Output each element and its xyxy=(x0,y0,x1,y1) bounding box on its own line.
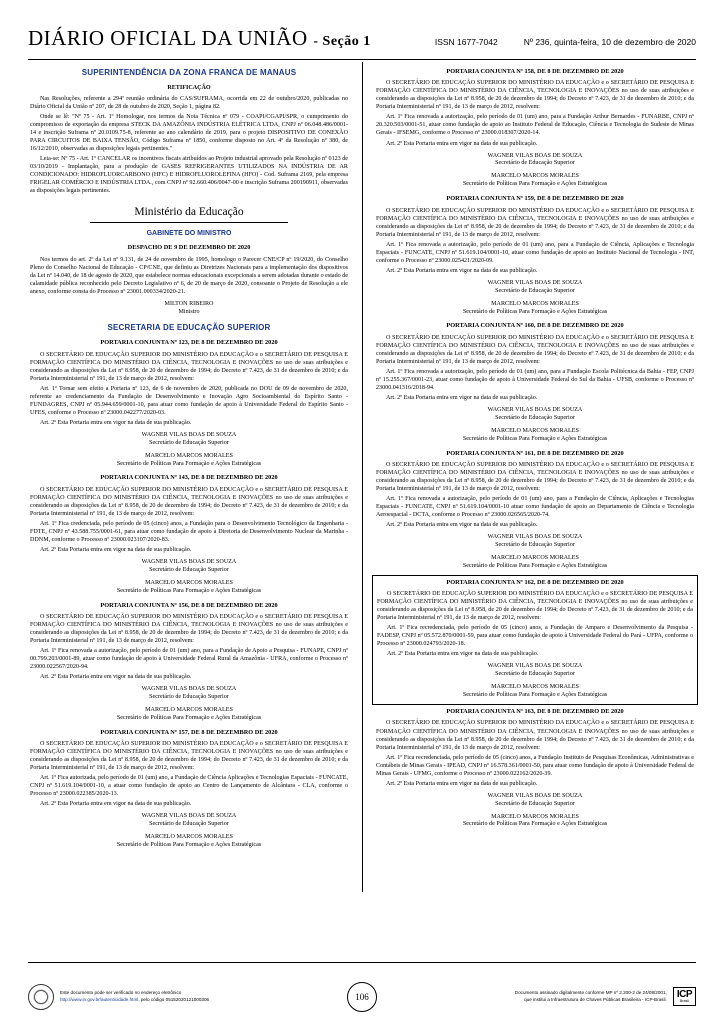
portaria-art2: Art. 2º Esta Portaria entra em vigor na data de sua publicação. xyxy=(40,419,192,426)
portaria-title: PORTARIA CONJUNTA Nº 162, DE 8 DE DEZEMBRO DE 2020 xyxy=(446,578,624,586)
portaria-title: PORTARIA CONJUNTA Nº 161, DE 8 DE DEZEMBRO DE 2020 xyxy=(446,449,624,457)
portaria-signer1-role: Secretário de Educação Superior xyxy=(495,160,575,167)
column-divider xyxy=(362,62,363,892)
portaria-preamble: O SECRETÁRIO DE EDUCAÇÃO SUPERIOR DO MINISTÉRIO DA EDUCAÇÃO e o SECRETÁRIO DE PESQUISA E FORMAÇÃO CIENTÍFICA DO MINISTÉRIO DA CIÊNCIA, TECNOLOGIA E INOVAÇÕES no uso de suas atribuições e considerando as disposições da Lei nº 8.958, de 20 de dezembro de 1994; do Decreto nº 7.423, de 31 de dezembro de 2010; e da Portaria Interministerial nº 191, de 13 de março de 2012, resolvem: xyxy=(377,591,693,622)
portaria-signer1-role: Secretário de Educação Superior xyxy=(495,287,575,294)
portaria-title: PORTARIA CONJUNTA Nº 156, DE 8 DE DEZEMBRO DE 2020 xyxy=(100,601,278,609)
portaria-art1: Art. 1º Fica renovada a autorização, pelo período de 01 (um) ano, para a Fundação de Ciência, Aplicações e Tecnologia Espaciais - FUNCATE, CNPJ nº 51.619.104/0001-10, atuar como fundação de apoio ao Instituto Nacional de Tecnologia - INT, conforme o Processo nº 23000.025421/2020-09. xyxy=(376,241,694,264)
portaria-art2: Art. 2º Esta Portaria entra em vigor na data de sua publicação. xyxy=(386,267,538,274)
portaria-preamble: O SECRETÁRIO DE EDUCAÇÃO SUPERIOR DO MINISTÉRIO DA EDUCAÇÃO e o SECRETÁRIO DE PESQUISA E FORMAÇÃO CIENTÍFICA DO MINISTÉRIO DA CIÊNCIA, TECNOLOGIA E INOVAÇÕES no uso de suas atribuições e considerando as disposições da Lei nº 8.958, de 20 de dezembro de 1994; do Decreto nº 7.423, de 31 de dezembro de 2010; e da Portaria Interministerial nº 191, de 13 de março de 2012, resolvem: xyxy=(376,720,694,751)
portaria-signer2-role: Secretário de Políticas Para Formação e Ações Estratégicas xyxy=(116,587,262,594)
page-number: 106 xyxy=(347,982,377,1012)
section-heading-suframa: SUPERINTENDÊNCIA DA ZONA FRANCA DE MANAUS xyxy=(81,68,297,77)
portaria-art2: Art. 2º Esta Portaria entra em vigor na data de sua publicação. xyxy=(386,522,538,529)
ministry-rule xyxy=(90,222,287,223)
portaria-item xyxy=(30,339,348,468)
portaria-item xyxy=(376,322,694,443)
portaria-signer1-name: WAGNER VILAS BOAS DE SOUZA xyxy=(487,663,583,670)
icp-logo-top: ICP xyxy=(676,989,692,1001)
signature-line2: que institui a Infraestrutura de Chaves Públicas Brasileira - ICP-Brasil. xyxy=(524,996,667,1002)
portaria-signer1-role: Secretário de Educação Superior xyxy=(495,542,575,549)
portaria-art2: Art. 2º Esta Portaria entra em vigor na data de sua publicação. xyxy=(40,546,192,553)
portaria-signer1-name: WAGNER VILAS BOAS DE SOUZA xyxy=(487,534,583,541)
portaria-signer1-role: Secretário de Educação Superior xyxy=(495,671,575,678)
portaria-art1: Art. 1º Fica renovada a autorização, pelo período de 01 (um) ano, para a Fundação Arthur Bernardes - FUNARBE, CNPJ nº 20.320.503/0001-51, atuar como fundação de apoio ao Instituto Federal de Educação, Ciência e Tecnologia do Sudeste de Minas Gerais - IFSEMG, conforme o Processo nº 23000.018307/2020-14. xyxy=(376,114,694,137)
portaria-art2: Art. 2º Esta Portaria entra em vigor na data de sua publicação. xyxy=(386,780,538,787)
portaria-art2: Art. 2º Esta Portaria entra em vigor na data de sua publicação. xyxy=(386,140,538,147)
left-column xyxy=(0,62,362,962)
retificacao-leia-se: Leia-se: Nº 75 - Art. 1º CANCELAR os incentivos fiscais atribuídos ao Projeto industrial aprovado pela Resolução nº 0123 de 03/10/2019 - Implantação, para a produção de GASES REFRIGERANTES UTILIZADOS NA INDÚSTRIA DE AR CONDICIONADO: HIDROFLUORCARBONO (HFC) E HIDROFLUOROLEFINA (HFO) - Cod. Suframa 2169, pela empresa FRIGELAR COMÉRCIO E INDÚSTRIA LTDA., com CNPJ nº 92.660.406/0047-00 e inscrição Suframa 200190911, observadas as disposições legais pertinentes. xyxy=(30,155,348,194)
portaria-preamble: O SECRETÁRIO DE EDUCAÇÃO SUPERIOR DO MINISTÉRIO DA EDUCAÇÃO e o SECRETÁRIO DE PESQUISA E FORMAÇÃO CIENTÍFICA DO MINISTÉRIO DA CIÊNCIA, TECNOLOGIA E INOVAÇÕES no uso de suas atribuições e considerando as disposições da Lei nº 8.958, de 20 de dezembro de 1994; do Decreto nº 7.423, de 31 de dezembro de 2010; e da Portaria Interministerial nº 191, de 13 de março de 2012, resolvem: xyxy=(376,80,694,111)
page-footer xyxy=(28,962,696,1024)
portaria-signer2-role: Secretário de Políticas Para Formação e Ações Estratégicas xyxy=(462,563,608,570)
verification-link[interactable]: http://www.in.gov.br/autenticidade.html xyxy=(60,996,139,1002)
digital-signature-text xyxy=(515,990,667,1004)
publication-section: - Seção 1 xyxy=(313,34,371,49)
portaria-signer2-name: MARCELO MARCOS MORALES xyxy=(491,427,579,434)
highlighted-portaria-162 xyxy=(372,575,698,705)
portaria-art2: Art. 2º Esta Portaria entra em vigor na data de sua publicação. xyxy=(40,801,192,808)
portaria-signer2-role: Secretário de Políticas Para Formação e Ações Estratégicas xyxy=(462,308,608,315)
issn: ISSN 1677-7042 xyxy=(434,37,498,47)
portaria-signer2-name: MARCELO MARCOS MORALES xyxy=(145,452,233,459)
portaria-signer1-name: WAGNER VILAS BOAS DE SOUZA xyxy=(487,152,583,159)
portaria-signer1-name: WAGNER VILAS BOAS DE SOUZA xyxy=(141,431,237,438)
portaria-title: PORTARIA CONJUNTA Nº 159, DE 8 DE DEZEMBRO DE 2020 xyxy=(446,195,624,203)
portaria-item xyxy=(376,195,694,316)
portaria-preamble: O SECRETÁRIO DE EDUCAÇÃO SUPERIOR DO MINISTÉRIO DA EDUCAÇÃO e o SECRETÁRIO DE PESQUISA E FORMAÇÃO CIENTÍFICA DO MINISTÉRIO DA CIÊNCIA, TECNOLOGIA E INOVAÇÕES no uso de suas atribuições e considerando as disposições da Lei nº 8.958, de 20 de dezembro de 1994; do Decreto nº 7.423, de 31 de dezembro de 2010; e da Portaria Interministerial nº 191, de 13 de março de 2012, resolvem: xyxy=(376,334,694,365)
retificacao-heading: RETIFICAÇÃO xyxy=(167,84,211,91)
content-columns xyxy=(0,62,724,962)
portaria-art1: Art. 1º Fica renovada a autorização, pelo período de 01 (um) ano, para a Fundação Escola Politécnica da Bahia - FEP, CNPJ nº 15.255.367/0001-23, atuar como fundação de apoio à Universidade Federal do Sul da Bahia - UFSB, conforme o Processo nº 23000.041316/2018-94. xyxy=(376,368,694,391)
right-column xyxy=(362,62,724,962)
portaria-signer2-role: Secretário de Políticas Para Formação e Ações Estratégicas xyxy=(116,842,262,849)
portaria-preamble: O SECRETÁRIO DE EDUCAÇÃO SUPERIOR DO MINISTÉRIO DA EDUCAÇÃO e o SECRETÁRIO DE PESQUISA E FORMAÇÃO CIENTÍFICA DO MINISTÉRIO DA CIÊNCIA, TECNOLOGIA E INOVAÇÕES no uso de suas atribuições e considerando as disposições da Lei nº 8.958, de 20 de dezembro de 1994; do Decreto nº 7.423, de 31 de dezembro de 2010; e da Portaria Interministerial nº 191, de 13 de março de 2012, resolvem: xyxy=(376,462,694,493)
portaria-title: PORTARIA CONJUNTA Nº 157, DE 8 DE DEZEMBRO DE 2020 xyxy=(100,728,278,736)
portaria-item xyxy=(376,68,694,189)
portaria-signer2-role: Secretário de Políticas Para Formação e Ações Estratégicas xyxy=(462,181,608,188)
gabinete-heading: GABINETE DO MINISTRO xyxy=(146,230,232,238)
portaria-signer2-name: MARCELO MARCOS MORALES xyxy=(491,173,579,180)
portaria-signer2-name: MARCELO MARCOS MORALES xyxy=(491,813,579,820)
portaria-signer1-name: WAGNER VILAS BOAS DE SOUZA xyxy=(141,813,237,820)
portaria-signer1-name: WAGNER VILAS BOAS DE SOUZA xyxy=(141,559,237,566)
portaria-preamble: O SECRETÁRIO DE EDUCAÇÃO SUPERIOR DO MINISTÉRIO DA EDUCAÇÃO e o SECRETÁRIO DE PESQUISA E FORMAÇÃO CIENTÍFICA DO MINISTÉRIO DA CIÊNCIA, TECNOLOGIA E INOVAÇÕES no uso de suas atribuições e considerando as disposições da Lei nº 8.958, de 20 de dezembro de 1994; do Decreto nº 7.423, de 31 de dezembro de 2010; e da Portaria Interministerial nº 191, de 13 de março de 2012, resolvem: xyxy=(30,351,348,382)
ministry-heading: Ministério da Educação xyxy=(134,205,244,218)
verification-text xyxy=(60,990,209,1004)
portaria-item xyxy=(30,602,348,723)
portaria-signer2-name: MARCELO MARCOS MORALES xyxy=(491,300,579,307)
portaria-signer1-role: Secretário de Educação Superior xyxy=(149,694,229,701)
portaria-item xyxy=(30,729,348,850)
retificacao-body: Nas Resoluções, referente a 294ª reunião ordinária do CAS/SUFRAMA, ocorrida em 22 de outubro/2020, publicadas no Diário Oficial da União nº 207, de 28 de outubro de 2020, Seção 1, página 82. xyxy=(30,95,348,110)
despacho-body: Nos termos do art. 2º da Lei nº 9.131, de 24 de novembro de 1995, homologo o Parecer CNE/CP nº 19/2020, do Conselho Pleno do Conselho Nacional de Educação - CP/CNE, que definiu as Diretrizes Nacionais para a implementação dos dispositivos da Lei nº 14.040, de 18 de agosto de 2020, que estabelece normas educacionais excepcionais a serem adotadas durante o estado de calamidade pública reconhecido pelo Decreto Legislativo nº 6, de 20 de março de 2020, consoante o Projeto de Resolução a ele anexo, conforme consta do Processo nº 23001.000334/2020-21. xyxy=(30,256,348,295)
retificacao-onde-le: Onde se lê: "Nº 75 - Art. 1º Homologar, nos termos da Nota Técnica nº 079 - COAPI/CGAPI/SPR, o cumprimento do compromisso de exportação da empresa STECK DA AMAZÔNIA INDÚSTRIA ELÉTRICA LTDA, CNPJ nº 06.048.486/0001-14 e inscrição Suframa nº 20.0109.75-8, referente ao ano calendário de 2019, para o projeto DISPOSITIVO DE CONEXÃO PARA CIRCUITOS DE BAIXA TENSÃO, Código Suframa nº 1850, conforme disposto no Art. 4º da Resolução nº 380, de 16/12/2010, observadas as disposições legais pertinentes." xyxy=(30,113,348,152)
portaria-item xyxy=(30,474,348,595)
masthead xyxy=(0,0,724,55)
portaria-signer1-name: WAGNER VILAS BOAS DE SOUZA xyxy=(487,407,583,414)
despacho-title: DESPACHO DE 9 DE DEZEMBRO DE 2020 xyxy=(127,244,251,252)
portaria-art1: Art. 1º Fica credenciada, pelo período de 05 (cinco) anos, a Fundação para o Desenvolvimento Tecnológico da Engenharia - FDTE, CNPJ nº 43.588.755/0001-61, para atuar como fundação de apoio à Diretoria de Desenvolvimento Nuclear da Marinha - DDNM, conforme o Processo nº 23000.023107/2020-83. xyxy=(30,520,348,543)
portaria-signer2-name: MARCELO MARCOS MORALES xyxy=(491,555,579,562)
portaria-signer2-name: MARCELO MARCOS MORALES xyxy=(145,707,233,714)
portaria-signer2-name: MARCELO MARCOS MORALES xyxy=(145,834,233,841)
portaria-art2: Art. 2º Esta Portaria entra em vigor na data de sua publicação. xyxy=(387,651,539,658)
portaria-preamble: O SECRETÁRIO DE EDUCAÇÃO SUPERIOR DO MINISTÉRIO DA EDUCAÇÃO e o SECRETÁRIO DE PESQUISA E FORMAÇÃO CIENTÍFICA DO MINISTÉRIO DA CIÊNCIA, TECNOLOGIA E INOVAÇÕES no uso de suas atribuições e considerando as disposições da Lei nº 8.958, de 20 de dezembro de 1994; do Decreto nº 7.423, de 31 de dezembro de 2010; e da Portaria Interministerial nº 191, de 13 de março de 2012, resolvem: xyxy=(376,207,694,238)
portaria-title: PORTARIA CONJUNTA Nº 163, DE 8 DE DEZEMBRO DE 2020 xyxy=(446,708,624,716)
portaria-signer1-name: WAGNER VILAS BOAS DE SOUZA xyxy=(141,686,237,693)
portaria-signer2-role: Secretário de Políticas Para Formação e Ações Estratégicas xyxy=(462,692,608,699)
national-seal-icon xyxy=(28,984,54,1010)
issue-info: Nº 236, quinta-feira, 10 de dezembro de 2020 xyxy=(523,37,696,47)
section-heading-ses: SECRETARIA DE EDUCAÇÃO SUPERIOR xyxy=(107,322,271,332)
verification-line2: , pelo código 05152020121000306 xyxy=(138,996,210,1002)
portaria-signer2-role: Secretário de Políticas Para Formação e Ações Estratégicas xyxy=(462,435,608,442)
portaria-art2: Art. 2º Esta Portaria entra em vigor na data de sua publicação. xyxy=(40,674,192,681)
portaria-art1: Art. 1º Tornar sem efeito a Portaria nº 123, de 6 de novembro de 2020, publicada no DOU de 09 de novembro de 2020, referente ao credenciamento da Fundação de Desenvolvimento e Inovação Agro Socioambiental do Espírito Santo - FUNDAGRES, CNPJ nº 05.944.659/0001-10, para atuar como fundação de apoio à Universidade Federal do Espírito Santo - UFES, conforme o Processo nº 23000.042277/2020-03. xyxy=(30,385,348,416)
portaria-art1: Art. 1º Fica autorizada, pelo período de 01 (um) ano, a Fundação de Ciência Aplicações e Tecnologias Espaciais - FUNCATE, CNPJ nº 51.619.104/0001-10, a atuar como fundação de apoio ao Centro de Lançamento de Alcântara - CLA, conforme o Processo nº 23000.022385/2020-13. xyxy=(30,775,348,798)
icp-brasil-logo xyxy=(673,987,696,1006)
portaria-title: PORTARIA CONJUNTA Nº 143, DE 8 DE DEZEMBRO DE 2020 xyxy=(100,474,278,482)
portaria-signer2-role: Secretário de Políticas Para Formação e Ações Estratégicas xyxy=(116,715,262,722)
portaria-signer1-role: Secretário de Educação Superior xyxy=(149,821,229,828)
portaria-signer1-name: WAGNER VILAS BOAS DE SOUZA xyxy=(487,279,583,286)
portaria-art1: Art. 1º Fica renovada a autorização, pelo período de 01 (um) ano, para a Fundação de Ciência, Aplicações e Tecnologias Espaciais - FUNCATE, CNPJ nº 51.619.104/0001-10 atuar como fundação de apoio ao Departamento de Ciência e Tecnologia Aeroespacial - DCTA, conforme o Processo nº 23000.026565/2020-74. xyxy=(376,496,694,519)
portaria-signer1-role: Secretário de Educação Superior xyxy=(149,566,229,573)
portaria-signer2-name: MARCELO MARCOS MORALES xyxy=(145,579,233,586)
portaria-preamble: O SECRETÁRIO DE EDUCAÇÃO SUPERIOR DO MINISTÉRIO DA EDUCAÇÃO e o SECRETÁRIO DE PESQUISA E FORMAÇÃO CIENTÍFICA DO MINISTÉRIO DA CIÊNCIA, TECNOLOGIA E INOVAÇÕES no uso de suas atribuições e considerando as disposições da Lei nº 8.958, de 20 de dezembro de 1994; do Decreto nº 7.423, de 31 de dezembro de 2010; e da Portaria Interministerial nº 191, de 13 de março de 2012, resolvem: xyxy=(30,486,348,517)
despacho-signer-name: MILTON RIBEIRO xyxy=(164,300,214,307)
portaria-art1: Art. 1º Fica renovada a autorização, pelo período de 01 (um) ano, para a Fundação de Apoio a Pesquisa - FUNAPE, CNPJ nº 00.799.203/0001-89, atuar como fundação de apoio à Universidade Federal Rural da Amazônia - UFRA, conforme o Processo nº 23000.022567/2020-94. xyxy=(30,648,348,671)
portaria-preamble: O SECRETÁRIO DE EDUCAÇÃO SUPERIOR DO MINISTÉRIO DA EDUCAÇÃO e o SECRETÁRIO DE PESQUISA E FORMAÇÃO CIENTÍFICA DO MINISTÉRIO DA CIÊNCIA, TECNOLOGIA E INOVAÇÕES no uso de suas atribuições e considerando as disposições da Lei nº 8.958, de 20 de dezembro de 1994; do Decreto nº 7.423, de 31 de dezembro de 2010; e da Portaria Interministerial nº 191, de 13 de março de 2012, resolvem: xyxy=(30,741,348,772)
portaria-title: PORTARIA CONJUNTA Nº 123, DE 8 DE DEZEMBRO DE 2020 xyxy=(100,339,278,347)
portaria-signer2-role: Secretário de Políticas Para Formação e Ações Estratégicas xyxy=(462,821,608,828)
portaria-art1: Art. 1º Fica recredenciada, pelo período de 05 (cinco) anos, a Fundação Instituto de Pesquisas Econômicas, Administrativas e Contábeis de Minas Gerais - IPEAD, CNPJ nº 16.578.361/0001-50, para atuar como fundação de apoio à Universidade Federal de Minas Gerais - UFMG, conforme o Processo nº 23000.022162/2020-39. xyxy=(376,754,694,777)
portaria-signer1-role: Secretário de Educação Superior xyxy=(495,800,575,807)
portaria-signer2-role: Secretário de Políticas Para Formação e Ações Estratégicas xyxy=(116,460,262,467)
icp-logo-bottom: Brasil xyxy=(679,999,689,1004)
publication-name: DIÁRIO OFICIAL DA UNIÃO xyxy=(28,26,308,50)
masthead-rule xyxy=(28,59,696,60)
publication-title xyxy=(28,26,371,51)
despacho-signer-role: Ministro xyxy=(178,308,200,315)
portaria-item xyxy=(376,708,694,829)
signature-line1: Documento assinado digitalmente conforme MP nº 2.200-2 de 24/08/2001, xyxy=(514,989,667,995)
portaria-art1: Art. 1º Fica recredenciada, pelo período de 05 (cinco) anos, a Fundação de Amparo e Desenvolvimento da Pesquisa - FADESP, CNPJ nº 05.572.870/0001-59, para atuar como fundação de apoio à Universidade Federal do Pará - UFPA, conforme o Processo nº 23000.024793/2020-18. xyxy=(377,625,693,648)
portaria-signer1-role: Secretário de Educação Superior xyxy=(495,414,575,421)
portaria-signer1-role: Secretário de Educação Superior xyxy=(149,439,229,446)
portaria-art2: Art. 2º Esta Portaria entra em vigor na data de sua publicação. xyxy=(386,394,538,401)
portaria-title: PORTARIA CONJUNTA Nº 158, DE 8 DE DEZEMBRO DE 2020 xyxy=(446,68,624,75)
portaria-preamble: O SECRETÁRIO DE EDUCAÇÃO SUPERIOR DO MINISTÉRIO DA EDUCAÇÃO e o SECRETÁRIO DE PESQUISA E FORMAÇÃO CIENTÍFICA DO MINISTÉRIO DA CIÊNCIA, TECNOLOGIA E INOVAÇÕES no uso de suas atribuições e considerando as disposições da Lei nº 8.958, de 20 de dezembro de 1994; do Decreto nº 7.423, de 31 de dezembro de 2010; e da Portaria Interministerial nº 191, de 13 de março de 2012, resolvem: xyxy=(30,614,348,645)
portaria-signer2-name: MARCELO MARCOS MORALES xyxy=(491,684,579,691)
portaria-signer1-name: WAGNER VILAS BOAS DE SOUZA xyxy=(487,792,583,799)
portaria-item xyxy=(376,450,694,571)
verification-line1: Este documento pode ser verificado no endereço eletrônico xyxy=(60,989,182,995)
portaria-title: PORTARIA CONJUNTA Nº 160, DE 8 DE DEZEMBRO DE 2020 xyxy=(446,322,624,330)
